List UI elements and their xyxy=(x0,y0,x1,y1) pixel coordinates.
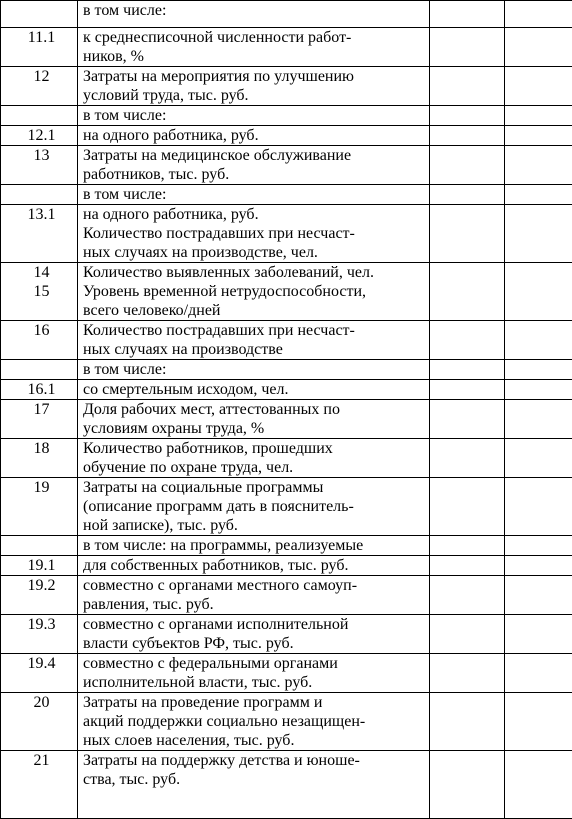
indicator-text-line: равления, тыс. руб. xyxy=(83,595,429,614)
table-row xyxy=(1,439,572,478)
indicator-text-line: ства, тыс. руб. xyxy=(83,770,429,789)
indicator-text-line: Уровень временной нетрудоспособности, xyxy=(83,282,429,301)
row-number-cell xyxy=(1,126,78,146)
indicator-text-line: Количество пострадавших при несчаст- xyxy=(83,224,429,243)
row-number: 19.2 xyxy=(6,576,77,595)
row-number: 18 xyxy=(6,439,77,458)
row-number: 21 xyxy=(6,751,77,770)
indicator-text-line: исполнительной власти, тыс. руб. xyxy=(83,673,429,692)
indicator-text-line: власти субъектов РФ, тыс. руб. xyxy=(83,634,429,653)
table-row xyxy=(1,693,572,751)
indicator-name-cell xyxy=(78,615,430,654)
row-number: 11.1 xyxy=(6,28,77,47)
row-number-cell xyxy=(1,654,78,693)
value-cell-1 xyxy=(430,536,505,556)
value-cell-2 xyxy=(505,1,572,28)
row-number-cell xyxy=(1,263,78,321)
table-row xyxy=(1,28,572,67)
table-row xyxy=(1,126,572,146)
indicator-text-line: Затраты на медицинское обслуживание xyxy=(83,146,429,165)
row-number: 19.3 xyxy=(6,615,77,634)
indicator-name-cell xyxy=(78,205,430,263)
indicator-name-cell xyxy=(78,28,430,67)
indicator-text-line: всего человеко/дней xyxy=(83,301,429,320)
table-row xyxy=(1,556,572,576)
value-cell-2 xyxy=(505,751,572,819)
value-cell-2 xyxy=(505,556,572,576)
row-number: 14 xyxy=(6,263,77,282)
row-number: 16.1 xyxy=(6,380,77,399)
indicator-text-line: в том числе: xyxy=(83,1,429,20)
indicator-text-line: ной записке), тыс. руб. xyxy=(83,516,429,535)
indicator-text-line: на одного работника, руб. xyxy=(83,205,429,224)
row-number-cell xyxy=(1,380,78,400)
value-cell-2 xyxy=(505,536,572,556)
indicator-text-line: ных случаях на производстве, чел. xyxy=(83,243,429,262)
row-number: 19.4 xyxy=(6,654,77,673)
value-cell-1 xyxy=(430,185,505,205)
row-number-cell xyxy=(1,556,78,576)
indicator-text-line: работников, тыс. руб. xyxy=(83,165,429,184)
value-cell-1 xyxy=(430,654,505,693)
row-number-cell xyxy=(1,536,78,556)
value-cell-2 xyxy=(505,615,572,654)
value-cell-2 xyxy=(505,67,572,106)
value-cell-1 xyxy=(430,380,505,400)
value-cell-1 xyxy=(430,556,505,576)
row-number-cell xyxy=(1,185,78,205)
value-cell-1 xyxy=(430,439,505,478)
row-number-cell xyxy=(1,751,78,819)
table-row xyxy=(1,67,572,106)
indicator-name-cell xyxy=(78,126,430,146)
value-cell-2 xyxy=(505,28,572,67)
table-row xyxy=(1,263,572,321)
indicator-text-line: обучение по охране труда, чел. xyxy=(83,458,429,477)
indicator-name-cell xyxy=(78,360,430,380)
table-row xyxy=(1,536,572,556)
table-row xyxy=(1,106,572,126)
value-cell-1 xyxy=(430,263,505,321)
indicator-text-line: со смертельным исходом, чел. xyxy=(83,380,429,399)
indicator-name-cell xyxy=(78,263,430,321)
value-cell-1 xyxy=(430,28,505,67)
indicator-text-line: в том числе: xyxy=(83,106,429,125)
row-number-cell xyxy=(1,576,78,615)
value-cell-2 xyxy=(505,439,572,478)
indicator-name-cell xyxy=(78,439,430,478)
table-row xyxy=(1,321,572,360)
value-cell-1 xyxy=(430,693,505,751)
row-number: 13 xyxy=(6,146,77,165)
indicator-text-line: в том числе: xyxy=(83,360,429,379)
value-cell-2 xyxy=(505,321,572,360)
table-row xyxy=(1,205,572,263)
value-cell-2 xyxy=(505,106,572,126)
indicator-text-line: условиям охраны труда, % xyxy=(83,419,429,438)
row-number: 20 xyxy=(6,693,77,712)
table-row xyxy=(1,185,572,205)
indicator-text-line: для собственных работников, тыс. руб. xyxy=(83,556,429,575)
indicator-text-line: Затраты на поддержку детства и юноше- xyxy=(83,751,429,770)
row-number: 15 xyxy=(6,282,77,301)
row-number-cell xyxy=(1,321,78,360)
value-cell-1 xyxy=(430,478,505,536)
indicator-name-cell xyxy=(78,400,430,439)
value-cell-2 xyxy=(505,126,572,146)
row-number: 19.1 xyxy=(6,556,77,575)
row-number-cell xyxy=(1,439,78,478)
table-row xyxy=(1,478,572,536)
value-cell-1 xyxy=(430,205,505,263)
row-number: 12.1 xyxy=(6,126,77,145)
table-row xyxy=(1,380,572,400)
value-cell-1 xyxy=(430,751,505,819)
indicator-text-line: Доля рабочих мест, аттестованных по xyxy=(83,400,429,419)
value-cell-1 xyxy=(430,400,505,439)
indicator-name-cell xyxy=(78,185,430,205)
row-number: 12 xyxy=(6,67,77,86)
indicator-name-cell xyxy=(78,536,430,556)
row-number-cell xyxy=(1,478,78,536)
row-number-cell xyxy=(1,1,78,28)
indicator-text-line: (описание программ дать в пояснитель- xyxy=(83,497,429,516)
value-cell-2 xyxy=(505,185,572,205)
table-row xyxy=(1,146,572,185)
indicator-name-cell xyxy=(78,751,430,819)
indicator-text-line: в том числе: на программы, реализуемые xyxy=(83,536,429,555)
table-row xyxy=(1,1,572,28)
row-number: 19 xyxy=(6,478,77,497)
indicator-text-line: Количество выявленных заболеваний, чел. xyxy=(83,263,429,282)
indicator-name-cell xyxy=(78,478,430,536)
row-number-cell xyxy=(1,28,78,67)
row-number-cell xyxy=(1,360,78,380)
indicator-name-cell xyxy=(78,1,430,28)
indicator-text-line: к среднесписочной численности работ- xyxy=(83,28,429,47)
value-cell-1 xyxy=(430,576,505,615)
indicator-name-cell xyxy=(78,67,430,106)
row-number: 17 xyxy=(6,400,77,419)
table-body xyxy=(1,1,572,819)
indicator-text-line: совместно с органами исполнительной xyxy=(83,615,429,634)
value-cell-1 xyxy=(430,106,505,126)
value-cell-2 xyxy=(505,693,572,751)
value-cell-2 xyxy=(505,360,572,380)
value-cell-1 xyxy=(430,321,505,360)
indicator-name-cell xyxy=(78,380,430,400)
indicator-text-line: условий труда, тыс. руб. xyxy=(83,86,429,105)
indicator-text-line: совместно с органами местного самоуп- xyxy=(83,576,429,595)
value-cell-2 xyxy=(505,478,572,536)
value-cell-1 xyxy=(430,360,505,380)
indicator-name-cell xyxy=(78,106,430,126)
indicator-text-line: ников, % xyxy=(83,47,429,66)
row-number-cell xyxy=(1,67,78,106)
indicator-name-cell xyxy=(78,321,430,360)
indicator-text-line: Затраты на проведение программ и xyxy=(83,693,429,712)
row-number-cell xyxy=(1,106,78,126)
indicator-text-line: совместно с федеральными органами xyxy=(83,654,429,673)
value-cell-1 xyxy=(430,1,505,28)
value-cell-2 xyxy=(505,380,572,400)
indicator-text-line: акций поддержки социально незащищен- xyxy=(83,712,429,731)
indicator-name-cell xyxy=(78,693,430,751)
row-number-cell xyxy=(1,205,78,263)
value-cell-1 xyxy=(430,67,505,106)
indicator-text-line: Затраты на мероприятия по улучшению xyxy=(83,67,429,86)
value-cell-2 xyxy=(505,400,572,439)
indicator-text-line: на одного работника, руб. xyxy=(83,126,429,145)
row-number-cell xyxy=(1,615,78,654)
indicator-text-line: в том числе: xyxy=(83,185,429,204)
value-cell-2 xyxy=(505,146,572,185)
table-row xyxy=(1,654,572,693)
table-row xyxy=(1,576,572,615)
row-number-cell xyxy=(1,146,78,185)
value-cell-2 xyxy=(505,205,572,263)
indicator-text-line: Количество пострадавших при несчаст- xyxy=(83,321,429,340)
value-cell-1 xyxy=(430,126,505,146)
indicator-name-cell xyxy=(78,146,430,185)
value-cell-2 xyxy=(505,263,572,321)
indicator-name-cell xyxy=(78,654,430,693)
row-number-cell xyxy=(1,400,78,439)
indicator-text-line: Затраты на социальные программы xyxy=(83,478,429,497)
table-row xyxy=(1,400,572,439)
table-row xyxy=(1,615,572,654)
indicator-text-line: ных случаях на производстве xyxy=(83,340,429,359)
row-number: 13.1 xyxy=(6,205,77,224)
row-number-cell xyxy=(1,693,78,751)
indicator-text-line: ных слоев населения, тыс. руб. xyxy=(83,731,429,750)
indicator-name-cell xyxy=(78,556,430,576)
value-cell-2 xyxy=(505,576,572,615)
value-cell-2 xyxy=(505,654,572,693)
value-cell-1 xyxy=(430,615,505,654)
indicator-text-line: Количество работников, прошедших xyxy=(83,439,429,458)
table-row xyxy=(1,751,572,819)
value-cell-1 xyxy=(430,146,505,185)
row-number: 16 xyxy=(6,321,77,340)
table-row xyxy=(1,360,572,380)
indicator-name-cell xyxy=(78,576,430,615)
